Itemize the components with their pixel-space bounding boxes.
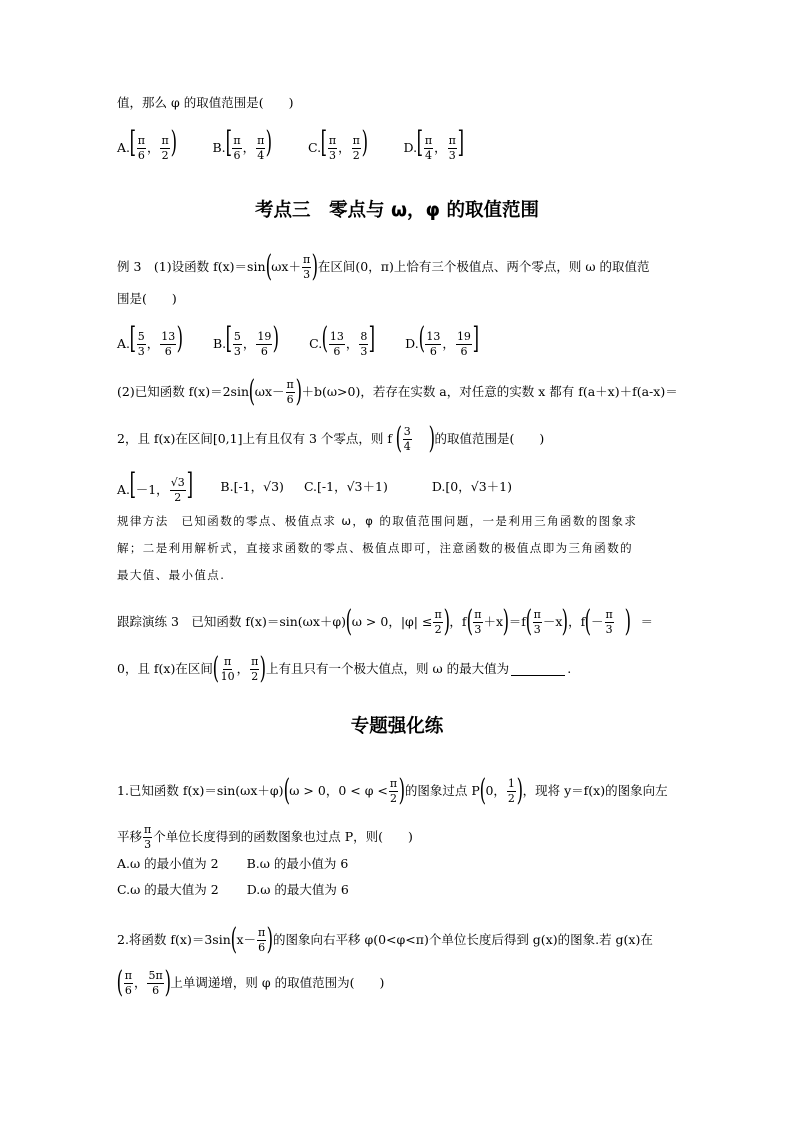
example3-part2-options	[117, 467, 512, 504]
track3-line2: 0，且 f(x)在区间 ( $\frac{\pi}{10}$ ， $\frac{\pi}{2}$ ) 上有且只有一个极大值点，则 ω 的最大值为 .	[117, 651, 572, 686]
problem2-line2: ( $\frac{\pi}{6}$ ， $\frac{5\pi}{6}$ ) 上单调递增，则 φ 的取值范围为( )	[116, 965, 385, 1000]
section-title: 考点三 零点与 ω，φ 的取值范围	[255, 200, 539, 221]
practice-section-title: 专题强化练	[350, 716, 444, 737]
method-line-3: 最大值、最小值点.	[117, 568, 226, 582]
prev-question-options	[117, 125, 464, 162]
option-d: D.( $\frac{13}{6}$ ， $\frac{19}{6}$ ]	[405, 321, 480, 358]
option-c: C.ω 的最大值为 2	[117, 882, 219, 897]
method-line-1: 规律方法 已知函数的零点、极值点求 ω，φ 的取值范围问题，一是利用三角函数的图象求	[117, 514, 638, 528]
example3-options	[117, 321, 480, 358]
answer-blank	[511, 663, 565, 676]
option-a: A.[ $\frac{5}{3}$ ， $\frac{13}{6}$ )	[117, 321, 184, 358]
option-c: C.[-1，√3＋1)	[303, 478, 388, 494]
problem1-line2: 平移 $\frac{\pi}{3}$ 个单位长度得到的函数图象也过点 P，则( )	[117, 823, 413, 851]
example3-part2: (2)已知函数 f(x)＝2sin ( ωx－ $\frac{\pi}{6}$ ) ＋b(ω>0)，若存在实数 a，对任意的实数 x 都有 f(a＋x)＋f(a-x)＝	[117, 374, 678, 409]
problem1-line1: 1.已知函数 f(x)＝sin(ωx＋φ) ( ω > 0，0 < φ < $\frac{\pi}{2}$ ) 的图象过点 P ( 0， $\frac{1}{2}$ ) ，现将 y＝f(x)的图象向左	[117, 773, 668, 808]
option-d: D.ω 的最大值为 6	[246, 882, 349, 897]
option-b: B.ω 的最小值为 6	[246, 856, 349, 871]
option-d: D.[ $\frac{\pi}{4}$ ， $\frac{\pi}{3}$ ]	[403, 125, 464, 162]
option-c: C.( $\frac{13}{6}$ ， $\frac{8}{3}$ ]	[309, 321, 376, 358]
example3-part1-cont: 围是( )	[117, 291, 177, 306]
track3-line1: 跟踪演练 3 已知函数 f(x)＝sin(ωx＋φ) ( ω > 0，|φ| ≤ $\frac{\pi}{2}$ ) ，f ( $\frac{\pi}{3}$ ＋x ) ＝f ( $\frac{\pi}{3}$ －x ) ，f ( － $\frac{\pi}{3}$ ) ＝	[117, 604, 654, 639]
method-line-2: 解；二是利用解析式，直接求函数的零点、极值点即可，注意函数的极值点即为三角函数的	[117, 541, 633, 555]
option-b: B.[-1，√3)	[220, 478, 284, 494]
option-a: A.[ $\frac{\pi}{6}$ ， $\frac{\pi}{2}$ )	[117, 125, 177, 162]
problem2-line1: 2.将函数 f(x)＝3sin ( x－ $\frac{\pi}{6}$ ) 的图象向右平移 φ(0<φ<π)个单位长度后得到 g(x)的图象.若 g(x)在	[117, 922, 653, 957]
prev-question-tail: 值，那么 φ 的取值范围是( )	[117, 95, 294, 110]
option-a: A.ω 的最小值为 2	[117, 856, 219, 871]
option-c: C.[ $\frac{\pi}{3}$ ， $\frac{\pi}{2}$ )	[308, 125, 368, 162]
option-a: A.[－1， $\frac{√3}{2}$ ]	[117, 467, 193, 504]
option-d: D.[0，√3＋1)	[431, 478, 512, 494]
example3-part1: 例 3 (1)设函数 f(x)＝sin ( ωx＋ $\frac{\pi}{3}$ ) 在区间(0，π)上恰有三个极值点、两个零点，则 ω 的取值范	[117, 249, 650, 284]
example3-part2-cont: 2，且 f(x)在区间[0,1]上有且仅有 3 个零点，则 f ( $\frac{3}{4}$ ) 的取值范围是( )	[117, 421, 545, 456]
problem1-options-row1	[117, 858, 348, 871]
problem1-options-row2	[117, 884, 349, 897]
option-b: B.[ $\frac{5}{3}$ ， $\frac{19}{6}$ )	[212, 321, 280, 358]
option-b: B.[ $\frac{\pi}{6}$ ， $\frac{\pi}{4}$ )	[212, 125, 273, 162]
